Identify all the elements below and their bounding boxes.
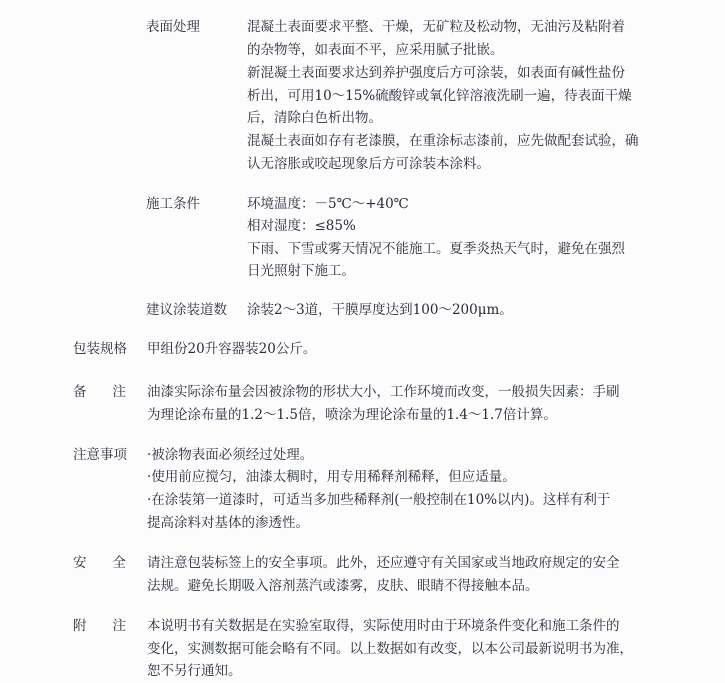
packaging-line: 甲组份20升容器装20公斤。 (147, 341, 317, 357)
recommended-coats-label: 建议涂装道数 (146, 302, 227, 318)
conditions-line: 相对湿度：≤85% (247, 218, 356, 234)
precautions-line: 提高涂料对基体的渗透性。 (147, 515, 309, 531)
appendix-line: 变化，实测数据可能会略有不同。以上数据如有改变，以本公司最新说明书为准， (147, 641, 633, 657)
remarks-line: 油漆实际涂布量会因被涂物的形状大小，工作环境而改变，一般损失因素：手刷 (147, 384, 620, 400)
surface-treatment-label: 表面处理 (146, 19, 200, 35)
safety-line: 请注意包装标签上的安全事项。此外，还应遵守有关国家或当地政府规定的安全 (147, 555, 620, 571)
remarks-line: 为理论涂布量的1.2～1.5倍，喷涂为理论涂布量的1.4～1.7倍计算。 (147, 407, 557, 423)
surface-line: 认无溶胀或咬起现象后方可涂装本涂料。 (247, 156, 490, 172)
precautions-label: 注意事项 (73, 447, 127, 463)
conditions-line: 环境温度：－5℃～+40℃ (247, 196, 409, 212)
surface-line: 后，清除白色析出物。 (247, 110, 382, 126)
surface-line: 混凝土表面要求平整、干燥，无矿粒及松动物，无油污及粘附着 (247, 19, 625, 35)
safety-label: 安全 (73, 555, 152, 571)
surface-line: 析出，可用10～15%硫酸锌或氧化锌溶液洗刷一遍，待表面干燥 (247, 88, 632, 104)
coats-line: 涂装2～3道，干膜厚度达到100～200μm。 (247, 302, 513, 318)
surface-line: 新混凝土表面要求达到养护强度后方可涂装，如表面有碱性盐份 (247, 65, 625, 81)
appendix-line: 本说明书有关数据是在实验室取得，实际使用时由于环境条件变化和施工条件的 (147, 618, 620, 634)
remarks-label: 备注 (73, 384, 152, 400)
appendix-label: 附注 (73, 618, 152, 634)
application-conditions-label: 施工条件 (146, 196, 200, 212)
precautions-line: ·被涂物表面必须经过处理。 (147, 447, 314, 463)
precautions-line: ·使用前应搅匀，油漆太稠时，用专用稀释剂稀释，但应适量。 (147, 469, 516, 485)
surface-line: 的杂物等，如表面不平，应采用腻子批嵌。 (247, 42, 504, 58)
conditions-line: 下雨、下雪或雾天情况不能施工。夏季炎热天气时，避免在强烈 (247, 241, 625, 257)
surface-line: 混凝土表面如存有老漆膜，在重涂标志漆前，应先做配套试验，确 (247, 133, 639, 149)
appendix-line: 恕不另行通知。 (147, 663, 242, 679)
safety-line: 法规。避免长期吸入溶剂蒸汽或漆雾，皮肤、眼睛不得接触本品。 (147, 578, 539, 594)
precautions-line: ·在涂装第一道漆时，可适当多加些稀释剂(一般控制在10%以内)。这样有利于 (147, 492, 611, 508)
conditions-line: 日光照射下施工。 (247, 263, 355, 279)
packaging-label: 包装规格 (73, 341, 127, 357)
